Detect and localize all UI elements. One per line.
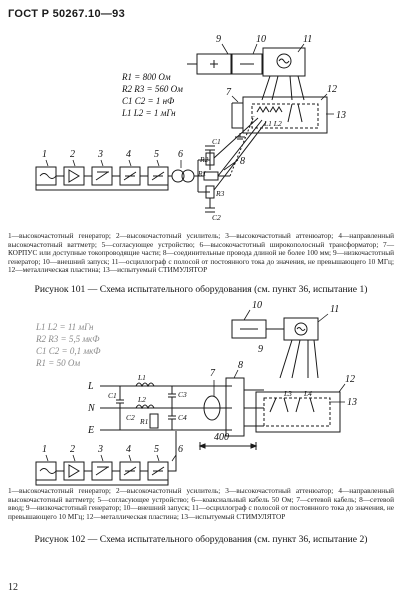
figure-101-legend: 1—высокочастотный генератор; 2—высокочастотный усилитель; 3—высокочастотный аттенюатор; 4—направленный высокочастотный ваттметр; 5—согласующее устройство; 6—высокочастотный широкополосный трансформатор; 7—КОРПУС или доступные токопроводящие части; 8—соединительные провода длиной не более 100 мм; 9—низкочастотный генератор; 10—внешний запуск; 11—осциллограф с полосой от постоянного тока до значения, не превышающего 10 МГц; 12—металлическая пластина; 13—испытуемый СТИМУЛЯТОР bbox=[8, 231, 394, 275]
fig2-label-c4: C4 bbox=[178, 413, 187, 422]
fig2-num-13: 13 bbox=[347, 397, 357, 408]
fig1-param-l1l2: L1 L2 = 1 мГн bbox=[122, 108, 176, 118]
fig1-label-r2: R2 bbox=[200, 155, 209, 164]
fig2-label-l2: L2 bbox=[138, 395, 146, 404]
fig2-block-2 bbox=[64, 462, 84, 480]
fig2-param-l1l2: L1 L2 = 11 мГн bbox=[36, 322, 94, 332]
fig2-num-8: 8 bbox=[238, 360, 243, 371]
fig2-r1 bbox=[150, 414, 158, 428]
fig1-block-11 bbox=[263, 48, 305, 76]
page-number: 12 bbox=[8, 582, 18, 593]
fig2-num-11: 11 bbox=[330, 304, 340, 315]
fig1-num-6: 6 bbox=[178, 149, 183, 160]
fig2-num-3: 3 bbox=[98, 444, 103, 455]
fig1-block-2 bbox=[64, 167, 84, 185]
fig2-num-1: 1 bbox=[42, 444, 47, 455]
fig1-num-2: 2 bbox=[70, 149, 75, 160]
fig1-label-r3: R3 bbox=[216, 189, 225, 198]
fig1-num-11: 11 bbox=[303, 34, 313, 45]
fig2-label-c3: C3 bbox=[178, 390, 187, 399]
fig1-num-7: 7 bbox=[226, 87, 231, 98]
fig1-block-13 bbox=[252, 104, 318, 128]
fig2-label-c1: C1 bbox=[108, 391, 117, 400]
fig1-num-5: 5 bbox=[154, 149, 159, 160]
fig1-num-12: 12 bbox=[327, 84, 337, 95]
fig2-line-l: L bbox=[88, 381, 94, 392]
fig1-num-4: 4 bbox=[126, 149, 131, 160]
fig2-label-l1: L1 bbox=[138, 373, 146, 382]
document-header: ГОСТ Р 50267.10—93 bbox=[8, 8, 126, 20]
fig1-label-c2: C2 bbox=[212, 213, 221, 222]
fig2-num-6: 6 bbox=[178, 444, 183, 455]
figure-101-caption: Рисунок 101 — Схема испытательного оборудования (см. пункт 36, испытание 1) bbox=[34, 284, 368, 295]
figure-102-caption: Рисунок 102 — Схема испытательного оборудования (см. пункт 36, испытание 2) bbox=[34, 534, 368, 545]
fig2-dimension: 400 bbox=[214, 432, 229, 443]
fig2-num-7: 7 bbox=[210, 368, 215, 379]
fig2-label-r1: R1 bbox=[140, 417, 149, 426]
fig1-num-10: 10 bbox=[256, 34, 266, 45]
fig2-line-e: E bbox=[88, 425, 95, 436]
fig1-num-13: 13 bbox=[336, 110, 346, 121]
fig2-num-10: 10 bbox=[252, 300, 262, 311]
fig2-num-5: 5 bbox=[154, 444, 159, 455]
fig1-num-8: 8 bbox=[240, 156, 245, 167]
fig1-num-1: 1 bbox=[42, 149, 47, 160]
fig2-label-c2: C2 bbox=[126, 413, 135, 422]
fig1-param-c1c2: C1 C2 = 1 нФ bbox=[122, 96, 175, 106]
fig1-label-c1: C1 bbox=[212, 137, 221, 146]
fig1-label-r1: R1 bbox=[198, 169, 207, 178]
fig1-param-r1: R1 = 800 Ом bbox=[122, 72, 171, 82]
fig2-line-n: N bbox=[88, 403, 95, 414]
fig2-label-l4: L4 bbox=[304, 389, 312, 398]
fig1-num-3: 3 bbox=[98, 149, 103, 160]
fig1-param-r2r3: R2 R3 = 560 Ом bbox=[122, 84, 183, 94]
fig1-label-l1l2: L1 L2 bbox=[264, 119, 282, 128]
fig2-param-r1: R1 = 50 Ом bbox=[36, 358, 81, 368]
fig2-param-r2r3: R2 R3 = 5,5 мкФ bbox=[36, 334, 100, 344]
fig2-num-2: 2 bbox=[70, 444, 75, 455]
fig2-block-8 bbox=[226, 378, 244, 436]
fig2-num-4: 4 bbox=[126, 444, 131, 455]
fig2-num-12: 12 bbox=[345, 374, 355, 385]
fig2-param-c1c2: C1 C2 = 0,1 мкФ bbox=[36, 346, 101, 356]
fig2-block-1 bbox=[36, 462, 56, 480]
fig2-num-9: 9 bbox=[258, 344, 263, 355]
fig1-block-1 bbox=[36, 167, 56, 185]
figure-102-legend: 1—высокочастотный генератор; 2—высокочастотный усилитель; 3—высокочастотный аттенюатор; 4—направленный высокочастотный ваттметр; 5—согласующее устройство; 6—коаксиальный кабель 50 Ом; 7—сетевой кабель; 8—сетевой ввод; 9—низкочастотный генератор; 10—внешний запуск; 11—осциллограф с полосой от постоянного тока до значения, не превышающего 10 МГц; 12—металлическая пластина; 13—испытуемый СТИМУЛЯТОР bbox=[8, 486, 394, 521]
fig1-num-9: 9 bbox=[216, 34, 221, 45]
fig2-label-l3: L3 bbox=[284, 389, 292, 398]
